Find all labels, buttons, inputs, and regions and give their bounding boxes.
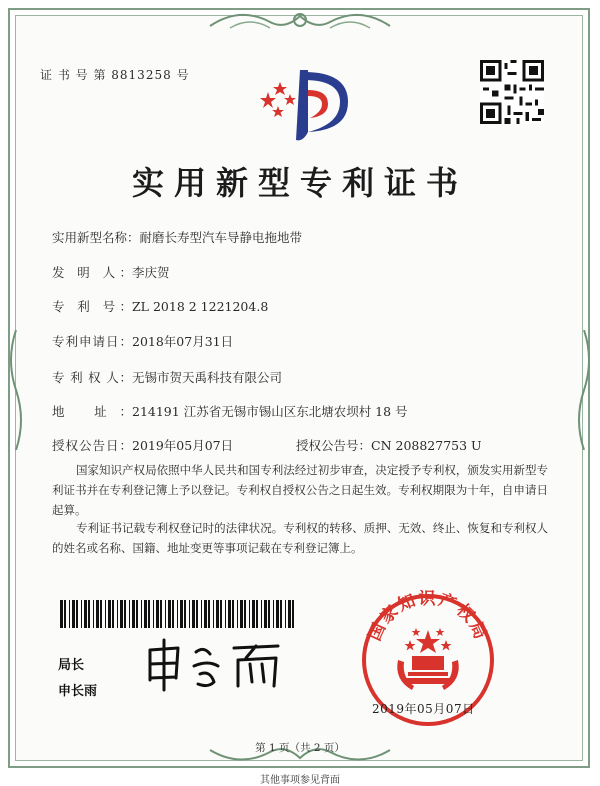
- field-grant-date: [52, 436, 233, 454]
- top-ornament: [200, 6, 400, 36]
- field-label: 授权公告日：: [52, 438, 132, 453]
- barcode: [60, 600, 296, 628]
- field-value: CN 208827753 U: [371, 438, 482, 453]
- body-paragraph-2: 专利证书记载专利权登记时的法律状况。专利权的转移、质押、无效、终止、恢复和专利权人的姓名或名称、国籍、地址变更等事项记载在专利登记簿上。: [52, 521, 548, 555]
- handwritten-signature: [138, 636, 288, 692]
- field-value: 耐磨长寿型汽车导静电拖地带: [139, 230, 303, 245]
- field-label: 专 利 号：: [52, 299, 132, 314]
- field-value: 2019年05月07日: [132, 438, 234, 453]
- field-value: 无锡市贺天禹科技有限公司: [132, 370, 283, 385]
- field-label: 地 址：: [52, 404, 132, 419]
- cnipa-logo: [248, 62, 358, 147]
- body-paragraph-1: 国家知识产权局依照中华人民共和国专利法经过初步审查，决定授予专利权，颁发实用新型专利证书并在专利登记簿上予以登记。专利权自授权公告之日起生效。专利权期限为十年，自申请日起算。: [52, 463, 548, 517]
- certificate-number-suffix: 号: [176, 68, 190, 82]
- certificate-number-label: 证 书 号 第: [40, 68, 107, 82]
- field-filing-date: [52, 332, 233, 350]
- seal-text: 国家知识产权局: [364, 590, 492, 644]
- right-ornament: [574, 330, 594, 450]
- field-patentee: [52, 368, 282, 386]
- field-patent-number: [52, 297, 268, 315]
- seal-date: 2019年05月07日: [372, 702, 475, 716]
- qr-code: [480, 60, 544, 124]
- field-utility-model-name: [52, 228, 302, 246]
- field-value: 李庆贺: [132, 265, 170, 280]
- page-title: 实用新型专利证书: [131, 164, 468, 202]
- field-label: 授权公告号：: [296, 438, 372, 453]
- field-grant-number: [296, 436, 482, 454]
- field-address: [52, 402, 408, 420]
- director-title: 局长: [58, 658, 85, 673]
- field-label: 专 利 权 人：: [52, 370, 132, 385]
- footer-note: 其他事项参见背面: [260, 775, 340, 786]
- field-label: 发 明 人：: [52, 265, 132, 280]
- director-name: 申长雨: [58, 684, 98, 699]
- field-label: 实用新型名称：: [52, 230, 140, 245]
- certificate-number-value: 8813258: [111, 68, 172, 82]
- field-label: 专利申请日：: [52, 334, 132, 349]
- field-value: 2018年07月31日: [132, 334, 234, 349]
- field-inventor: [52, 263, 170, 281]
- field-value: 214191 江苏省无锡市锡山区东北塘农坝村 18 号: [132, 404, 408, 419]
- left-ornament: [6, 330, 26, 450]
- certificate-number: [40, 66, 190, 83]
- page-number: 第 1 页（共 2 页）: [255, 742, 345, 754]
- field-value: ZL 2018 2 1221204.8: [132, 299, 269, 314]
